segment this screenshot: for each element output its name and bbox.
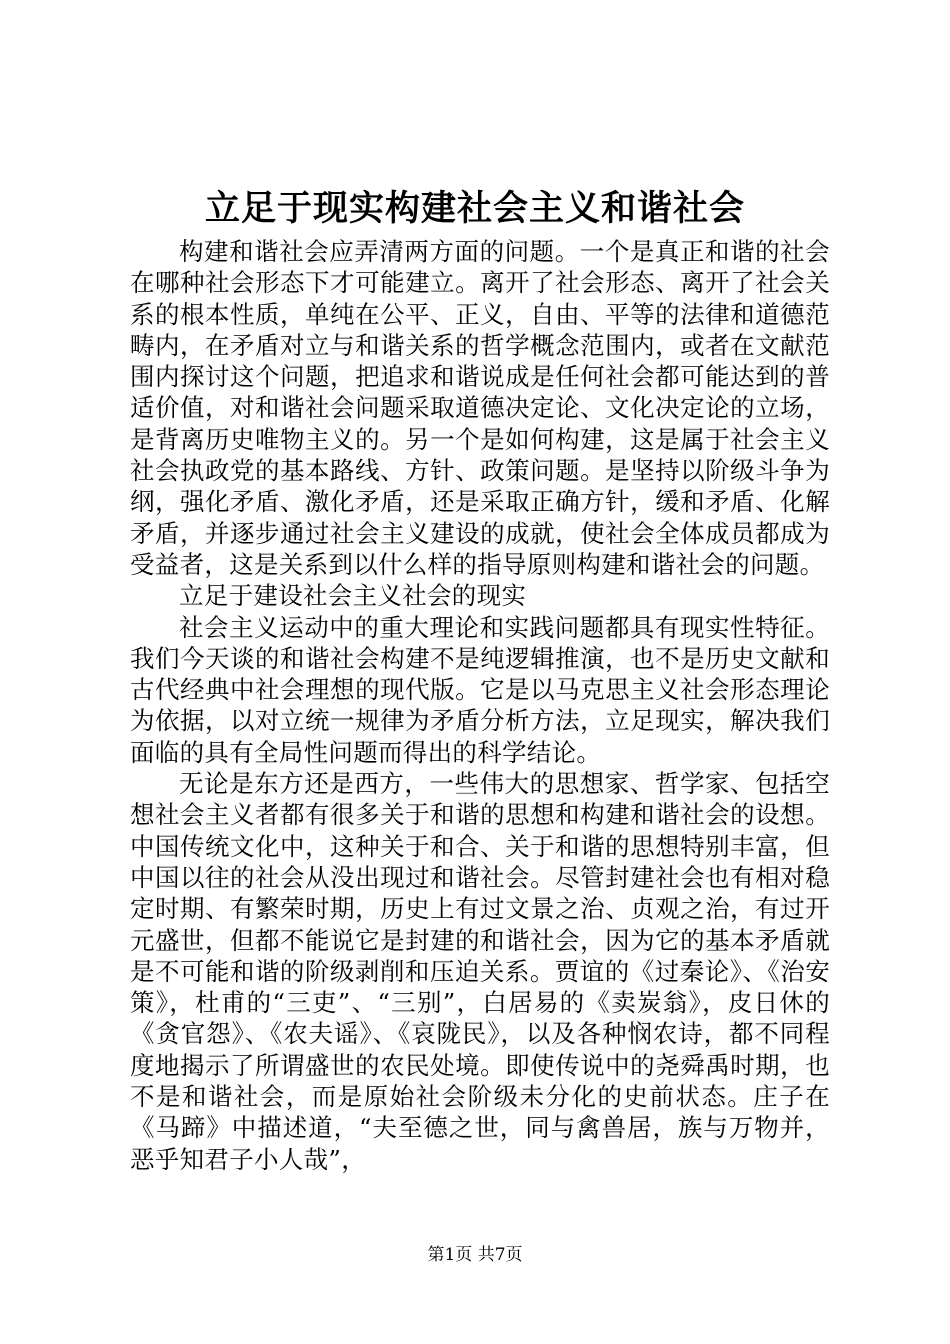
document-body [130, 236, 830, 1175]
paragraph-intro: 构建和谐社会应弄清两方面的问题。一个是真正和谐的社会在哪种社会形态下才可能建立。离开了社会形态、离开了社会关系的根本性质，单纯在公平、正义，自由、平等的法律和道德范畴内，在矛盾对立与和谐关系的哲学概念范围内，或者在文献范围内探讨这个问题，把追求和谐说成是任何社会都可能达到的普适价值，对和谐社会问题采取道德决定论、文化决定论的立场，是背离历史唯物主义的。另一个是如何构建，这是属于社会主义社会执政党的基本路线、方针、政策问题。是坚持以阶级斗争为纲，强化矛盾、激化矛盾，还是采取正确方针，缓和矛盾、化解矛盾，并逐步通过社会主义建设的成就，使社会全体成员都成为受益者，这是关系到以什么样的指导原则构建和谐社会的问题。 [130, 237, 830, 579]
page-indicator: 第1页 共7页 [427, 1245, 523, 1265]
section-heading: 立足于建设社会主义社会的现实 [179, 581, 527, 611]
document-title: 立足于现实构建社会主义和谐社会 [204, 188, 745, 229]
paragraph-reality: 社会主义运动中的重大理论和实践问题都具有现实性特征。我们今天谈的和谐社会构建不是纯逻辑推演，也不是历史文献和古代经典中社会理想的现代版。它是以马克思主义社会形态理论为依据，以对立统一规律为矛盾分析方法，立足现实，解决我们面临的具有全局性问题而得出的科学结论。 [130, 612, 830, 767]
paragraph-history: 无论是东方还是西方，一些伟大的思想家、哲学家、包括空想社会主义者都有很多关于和谐的思想和构建和谐社会的设想。中国传统文化中，这种关于和合、关于和谐的思想特别丰富，但中国以往的社会从没出现过和谐社会。尽管封建社会也有相对稳定时期、有繁荣时期，历史上有过文景之治、贞观之治，有过开元盛世，但都不能说它是封建的和谐社会，因为它的基本矛盾就是不可能和谐的阶级剥削和压迫关系。贾谊的《过秦论》、《治安策》，杜甫的“三吏”、“三别”，白居易的《卖炭翁》，皮日休的《贪官怨》、《农夫谣》、《哀陇民》，以及各种悯农诗，都不同程度地揭示了所谓盛世的农民处境。即使传说中的尧舜禹时期，也不是和谐社会，而是原始社会阶级未分化的史前状态。庄子在《马蹄》中描述道，“夫至德之世，同与禽兽居，族与万物并，恶乎知君子小人哉”， [130, 769, 830, 1174]
